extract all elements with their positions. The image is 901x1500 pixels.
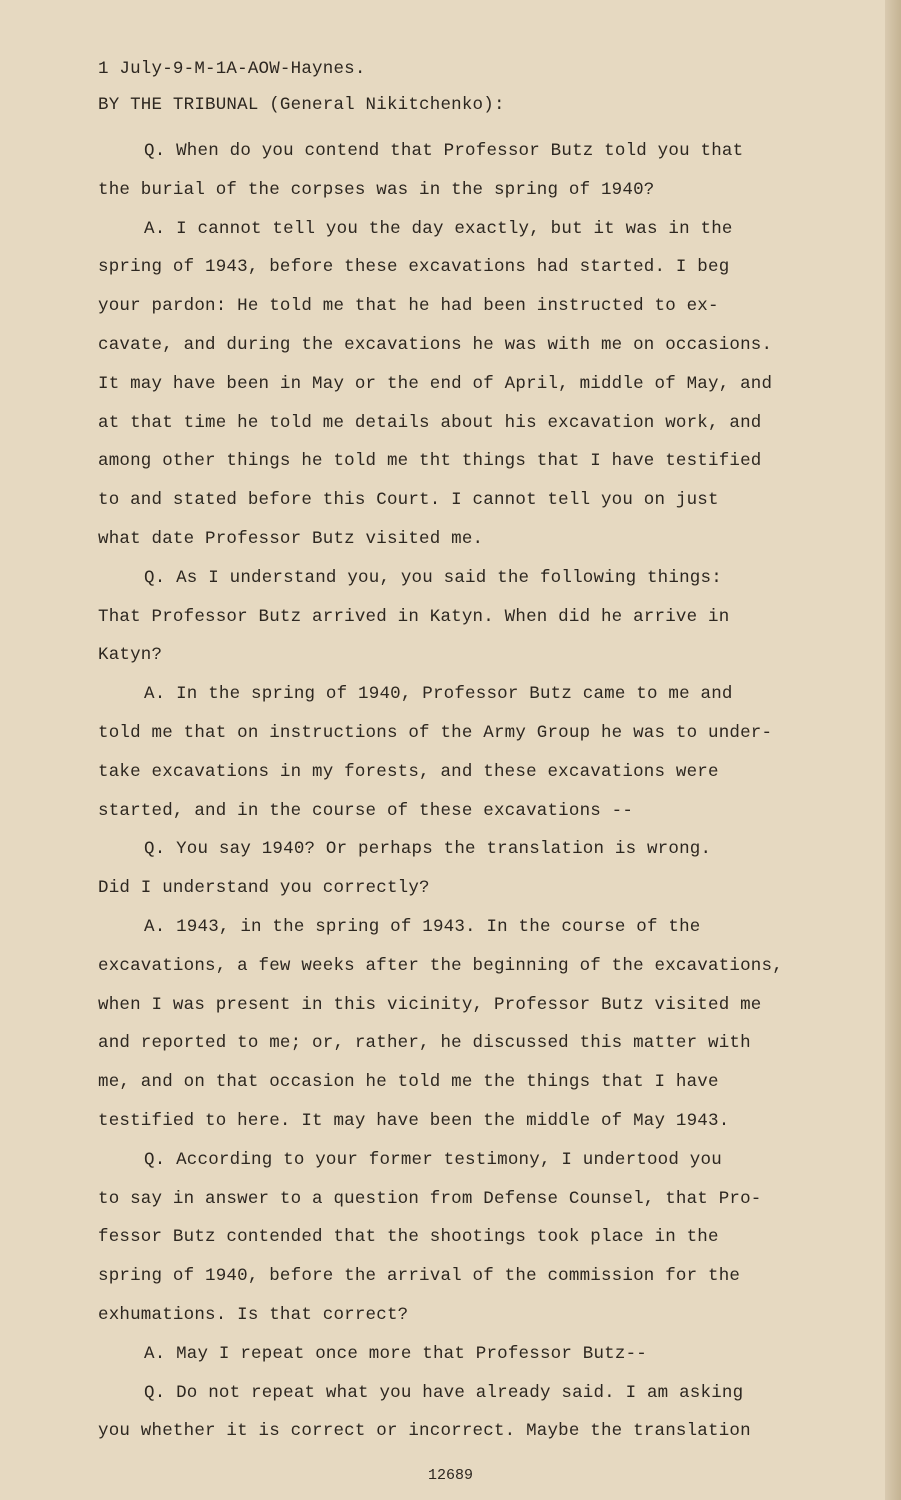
transcript-line: Did I understand you correctly?	[98, 878, 430, 899]
transcript-line: at that time he told me details about his excavation work, and	[98, 412, 762, 433]
transcript-line: A. In the spring of 1940, Professor Butz came to me and	[144, 684, 733, 705]
transcript-line: spring of 1940, before the arrival of the commission for the	[98, 1266, 741, 1287]
transcript-line: cavate, and during the excavations he was with me on occasions.	[98, 334, 773, 355]
transcript-line: A. I cannot tell you the day exactly, but it was in the	[144, 218, 733, 239]
transcript-body	[98, 58, 838, 1459]
transcript-line: to say in answer to a question from Defense Counsel, that Pro-	[98, 1188, 762, 1209]
transcript-line: your pardon: He told me that he had been instructed to ex-	[98, 296, 719, 317]
transcript-line: Q. As I understand you, you said the following things:	[144, 567, 722, 588]
transcript-line: told me that on instructions of the Army Group he was to under-	[98, 722, 773, 743]
transcript-line: started, and in the course of these excavations --	[98, 800, 634, 821]
transcript-line: among other things he told me tht things that I have testified	[98, 451, 762, 472]
transcript-line: to and stated before this Court. I cannot tell you on just	[98, 490, 719, 511]
transcript-line: Q. You say 1940? Or perhaps the translation is wrong.	[144, 839, 712, 860]
transcript-line: testified to here. It may have been the middle of May 1943.	[98, 1110, 730, 1131]
transcript-line: spring of 1943, before these excavations had started. I beg	[98, 257, 730, 278]
transcript-line: Q. When do you contend that Professor Butz told you that	[144, 141, 744, 161]
transcript-line: Q. Do not repeat what you have already said. I am asking	[144, 1382, 744, 1403]
page-number: 12689	[427, 1467, 473, 1484]
transcript-line: It may have been in May or the end of April, middle of May, and	[98, 373, 773, 394]
transcript-line: the burial of the corpses was in the spring of 1940?	[98, 179, 655, 200]
transcript-line: excavations, a few weeks after the beginning of the excavations,	[98, 955, 783, 976]
header-line: 1 July-9-M-1A-AOW-Haynes.	[98, 59, 366, 79]
transcript-line: Katyn?	[98, 645, 163, 666]
transcript-line: A. 1943, in the spring of 1943. In the course of the	[144, 916, 701, 937]
speaker-heading: BY THE TRIBUNAL (General Nikitchenko):	[98, 95, 505, 115]
transcript-line: That Professor Butz arrived in Katyn. When did he arrive in	[98, 606, 730, 627]
transcript-line: you whether it is correct or incorrect. Maybe the translation	[98, 1421, 751, 1442]
transcript-line: when I was present in this vicinity, Professor Butz visited me	[98, 994, 762, 1015]
transcript-line: Q. According to your former testimony, I undertood you	[144, 1149, 722, 1170]
transcript-line: and reported to me; or, rather, he discussed this matter with	[98, 1033, 751, 1054]
transcript-line: A. May I repeat once more that Professor Butz--	[144, 1343, 647, 1364]
transcript-line: take excavations in my forests, and these excavations were	[98, 761, 719, 782]
page-edge-shadow	[885, 0, 901, 1500]
transcript-line: exhumations. Is that correct?	[98, 1304, 409, 1325]
transcript-line: what date Professor Butz visited me.	[98, 528, 484, 549]
transcript-line: fessor Butz contended that the shootings took place in the	[98, 1227, 719, 1248]
transcript-line: me, and on that occasion he told me the things that I have	[98, 1072, 719, 1093]
